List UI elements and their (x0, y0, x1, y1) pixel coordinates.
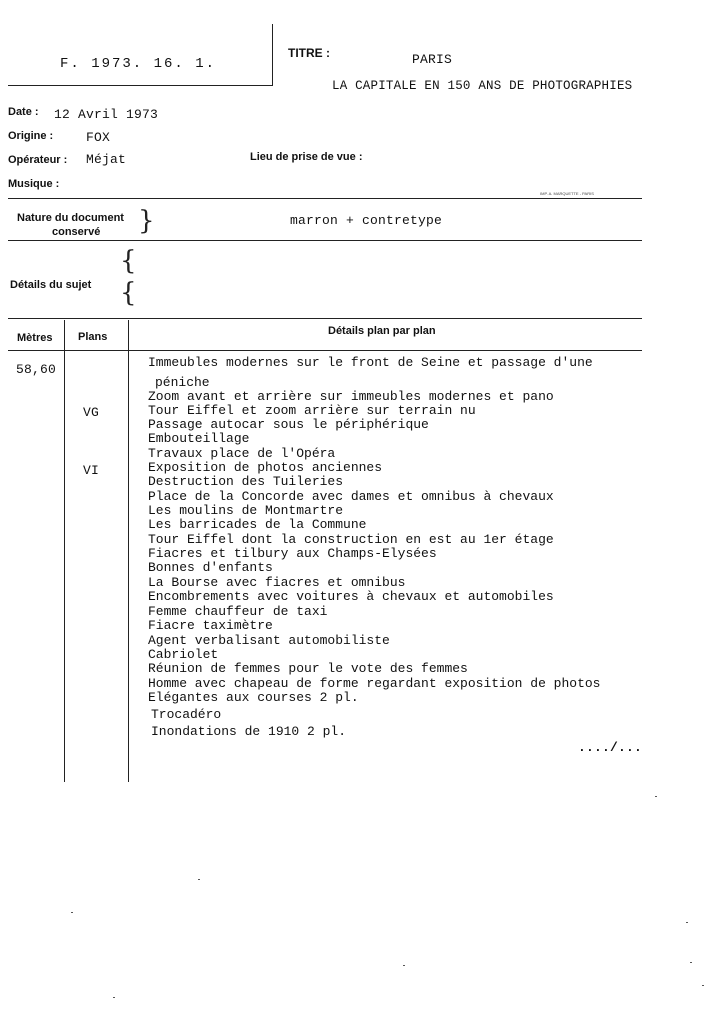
shot-row: Place de la Concorde avec dames et omnibus à chevaux (148, 489, 554, 504)
date-value: 12 Avril 1973 (54, 107, 159, 122)
header-divider-horizontal (8, 85, 273, 86)
nature-label-1: Nature du document (17, 212, 124, 224)
printer-mark: IMP. A. MARQUETTE - PARIS (540, 191, 594, 196)
shot-row: Bonnes d'enfants (148, 560, 273, 575)
plan-label-vi: VI (83, 463, 100, 478)
title-line-1: PARIS (412, 52, 453, 67)
shot-row: Travaux place de l'Opéra (148, 446, 336, 461)
separator-1 (8, 198, 642, 199)
continuation-mark: ..../... (578, 740, 643, 755)
details-brace-top: { (120, 246, 137, 276)
musique-label: Musique : (8, 178, 60, 190)
title-line-2: LA CAPITALE EN 150 ANS DE PHOTOGRAPHIES (332, 79, 633, 93)
shot-row: Trocadéro (151, 707, 222, 722)
scan-speck (655, 796, 657, 797)
shot-row: Destruction des Tuileries (148, 474, 344, 489)
shot-row: Femme chauffeur de taxi (148, 604, 328, 619)
shot-row: Inondations de 1910 2 pl. (151, 724, 347, 739)
col-header-plans: Plans (78, 331, 108, 343)
shot-row: Zoom avant et arrière sur immeubles modernes et pano (148, 389, 554, 404)
shot-row: La Bourse avec fiacres et omnibus (148, 575, 406, 590)
separator-3 (8, 318, 642, 319)
shot-row: Fiacre taximètre (148, 618, 273, 633)
shot-row: Les barricades de la Commune (148, 517, 367, 532)
scan-speck (71, 912, 73, 913)
titre-label: TITRE : (288, 46, 330, 60)
shot-row: Réunion de femmes pour le vote des femmes (148, 661, 468, 676)
scan-speck (198, 879, 200, 880)
header-divider-vertical (272, 24, 273, 86)
shot-row: Les moulins de Montmartre (148, 503, 344, 518)
metres-value: 58,60 (16, 362, 57, 377)
date-label: Date : (8, 106, 39, 118)
reference-number: F. 1973. 16. 1. (60, 56, 217, 72)
shot-row: Immeubles modernes sur le front de Seine et passage d'une (148, 355, 593, 370)
operateur-label: Opérateur : (8, 154, 68, 166)
shot-row: Embouteillage (148, 431, 250, 446)
shot-row: Agent verbalisant automobiliste (148, 633, 390, 648)
origine-label: Origine : (8, 130, 54, 142)
col-divider-1 (64, 320, 65, 782)
shot-row: Homme avec chapeau de forme regardant exposition de photos (148, 676, 601, 691)
lieu-label: Lieu de prise de vue : (250, 151, 363, 163)
scan-speck (403, 965, 405, 966)
operateur-value: Méjat (86, 152, 127, 167)
plan-label-vg: VG (83, 405, 100, 420)
col-divider-2 (128, 320, 129, 782)
scan-speck (702, 985, 704, 986)
nature-label-2: conservé (52, 226, 101, 238)
shot-row: péniche (155, 375, 210, 390)
col-header-metres: Mètres (17, 332, 53, 344)
shot-row: Passage autocar sous le périphérique (148, 417, 429, 432)
header-underline (8, 350, 642, 351)
details-brace-bottom: { (120, 278, 137, 308)
separator-2 (8, 240, 642, 241)
shot-row: Cabriolet (148, 647, 219, 662)
scan-speck (686, 922, 688, 923)
shot-row: Elégantes aux courses 2 pl. (148, 690, 359, 705)
shot-row: Encombrements avec voitures à chevaux et automobiles (148, 589, 554, 604)
scan-speck (690, 962, 692, 963)
nature-brace: } (138, 206, 155, 236)
shot-row: Exposition de photos anciennes (148, 460, 383, 475)
details-sujet-label: Détails du sujet (10, 279, 92, 291)
col-header-details: Détails plan par plan (328, 325, 436, 337)
shot-row: Tour Eiffel dont la construction en est au 1er étage (148, 532, 554, 547)
shot-row: Tour Eiffel et zoom arrière sur terrain nu (148, 403, 476, 418)
shot-row: Fiacres et tilbury aux Champs-Elysées (148, 546, 437, 561)
scan-speck (113, 997, 115, 998)
origine-value: FOX (86, 130, 111, 145)
nature-value: marron + contretype (290, 213, 443, 228)
